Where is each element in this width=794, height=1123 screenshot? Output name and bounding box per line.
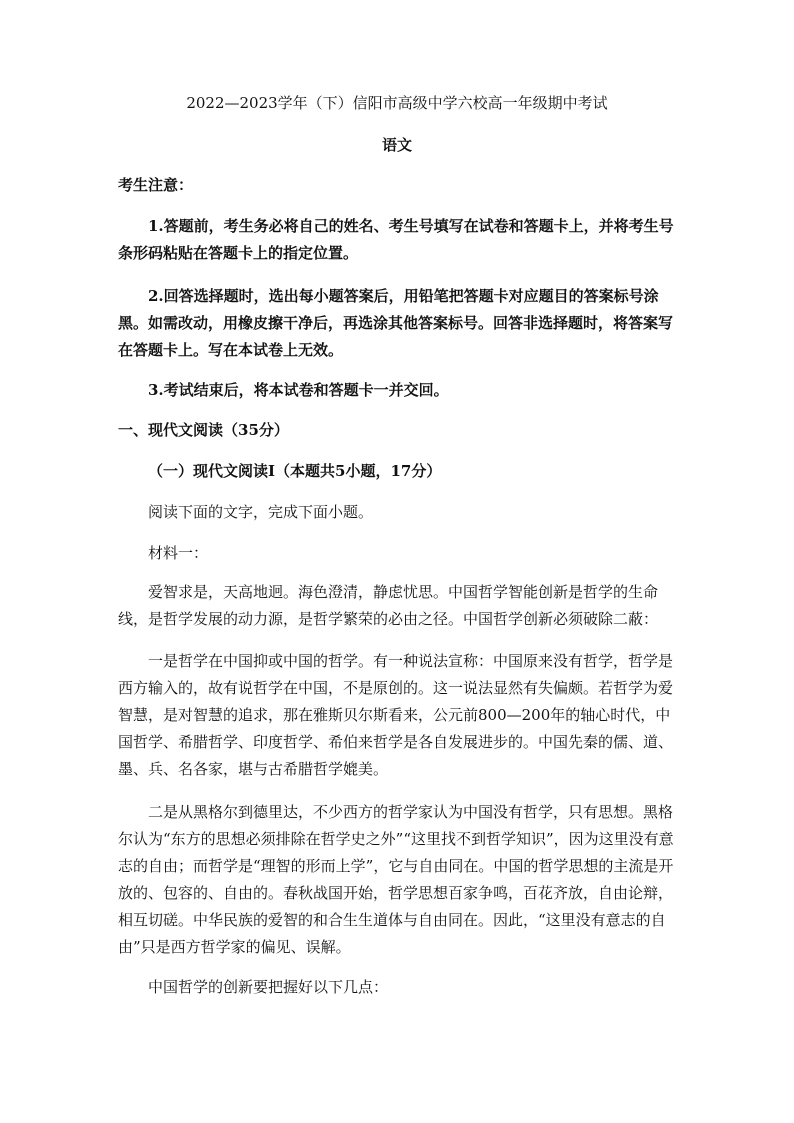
instruction-text: 阅读下面的文字，完成下面小题。 [148, 503, 374, 521]
paragraph-3: 二是从黑格尔到德里达，不少西方的哲学家认为中国没有哲学，只有思想。黑格尔认为“东方的思想必须排除在哲学史之外”“这里找不到哲学知识”，因为这里没有意志的自由；而哲学是“理智的形而上学”，它与自由同在。中国的哲学思想的主流是开放的、包容的、自由的。春秋战国开始，哲学思想百家争鸣，百花齐放，自由论辩，相互切磋。中华民族的爱智的和合生生道体与自由同在。因此，“这里没有意志的自由”只是西方哲学家的偏见、误解。 [118, 803, 674, 956]
notice-item-2: 2.回答选择题时，选出每小题答案后，用铅笔把答题卡对应题目的答案标号涂黑。如需改动，用橡皮擦干净后，再选涂其他答案标号。回答非选择题时，将答案写在答题卡上。写在本试卷上无效。 [118, 287, 674, 359]
exam-title: 2022—2023学年（下）信阳市高级中学六校高一年级期中考试 [186, 94, 608, 112]
paragraph-2: 一是哲学在中国抑或中国的哲学。有一种说法宣称：中国原来没有哲学，哲学是西方输入的，故有说哲学在中国，不是原创的。这一说法显然有失偏颇。若哲学为爱智慧，是对智慧的追求，那在雅斯贝尔斯看来，公元前800—200年的轴心时代，中国哲学、希腊哲学、印度哲学、希伯来哲学是各自发展进步的。中国先秦的儒、道、墨、兵、名各家，堪与古希腊哲学媲美。 [118, 652, 674, 778]
notice-heading: 考生注意： [118, 176, 194, 194]
paragraph-1: 爱智求是，天高地迥。海色澄清，静虑忧思。中国哲学智能创新是哲学的生命线，是哲学发展的动力源，是哲学繁荣的必由之径。中国哲学创新必须破除二蔽： [118, 583, 659, 628]
paragraph-4: 中国哲学的创新要把握好以下几点： [148, 978, 389, 996]
notice-item-3: 3.考试结束后，将本试卷和答题卡一并交回。 [148, 381, 449, 399]
subject-title: 语文 [381, 136, 412, 154]
section-subtitle: （一）现代文阅读Ⅰ（本题共5小题，17分） [148, 462, 442, 480]
material-label: 材料一： [148, 544, 209, 562]
section-title: 一、现代文阅读（35分） [118, 421, 289, 439]
notice-item-1: 1.答题前，考生务必将自己的姓名、考生号填写在试卷和答题卡上，并将考生号条形码粘贴在答题卡上的指定位置。 [118, 217, 674, 262]
